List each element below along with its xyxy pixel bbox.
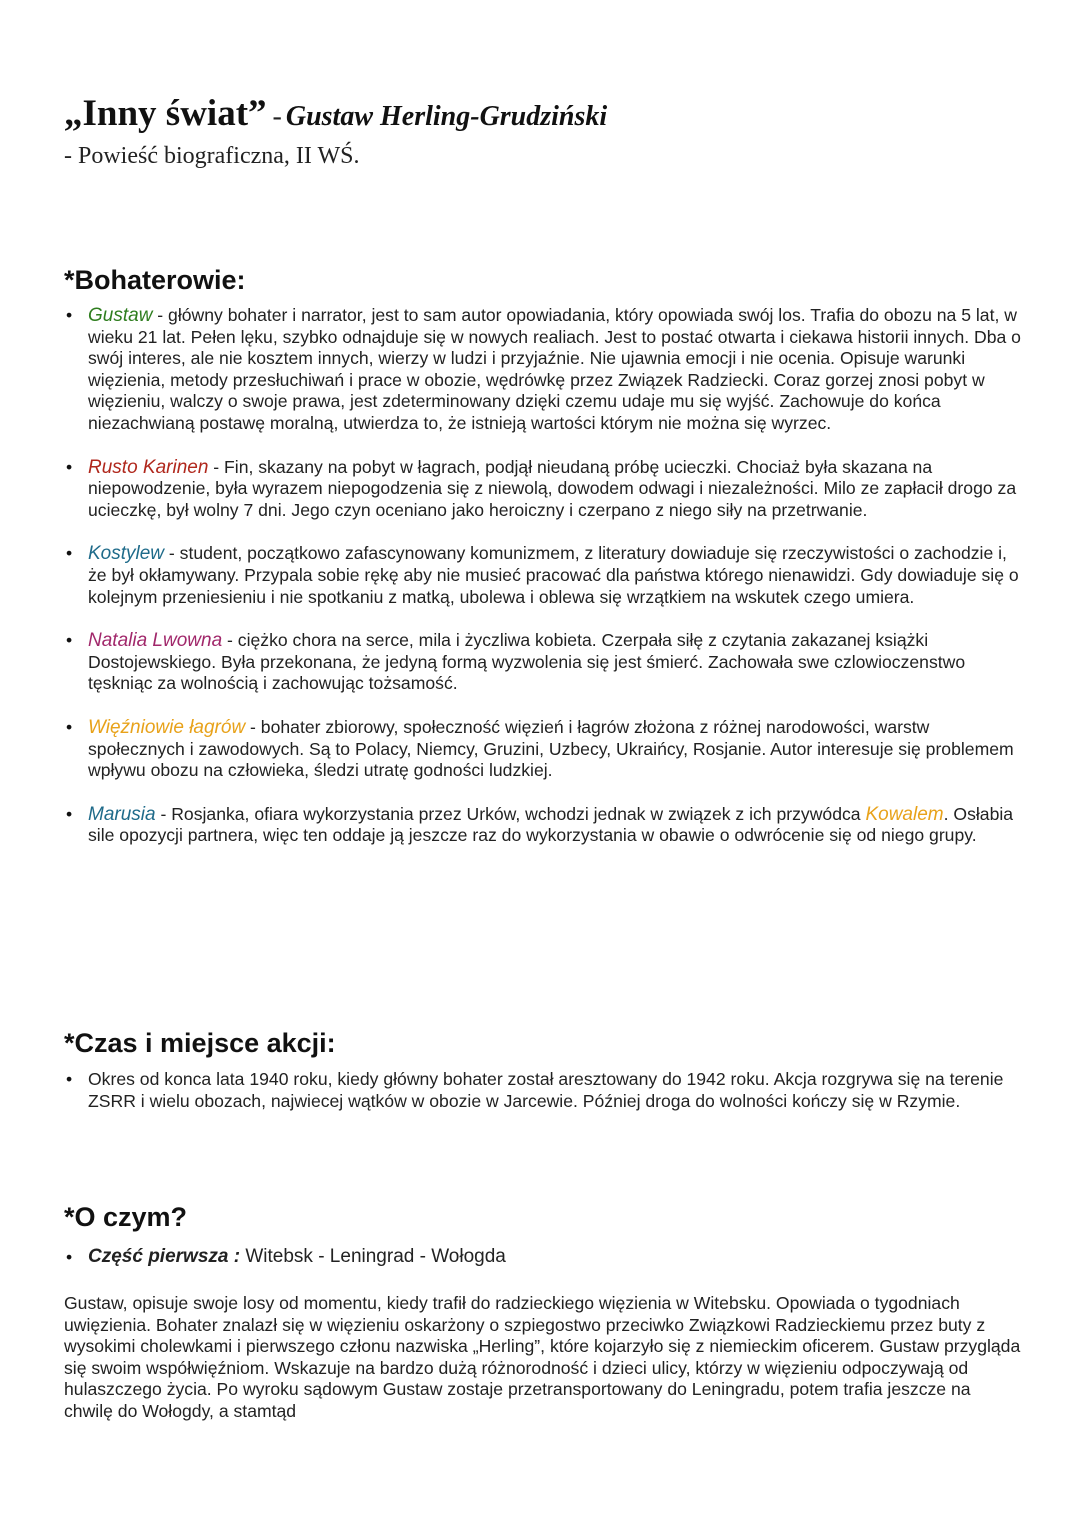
character-name: Gustaw [88,305,153,326]
document-title [64,92,1044,139]
characters-list [64,305,1024,847]
character-name: Natalia Lwowna [88,630,223,652]
bullet-icon: • [66,803,73,824]
character-description: - student, początkowo zafascynowany komunizmem, z literatury dowiaduje się rzeczywistości o zachodzie i, że był okłamywany. Przypala sobie rękę aby nie musieć pracować dla państwa którego nienawidzi. Gdy dowiaduje się o kolejnym przeniesieniu i nie spotkaniu z matką, ubolewa i oblewa się wrzątkiem na wskutek czego umiera. [88,543,1019,607]
time-place-list [64,1069,1024,1112]
time-place-text: Okres od konca lata 1940 roku, kiedy główny bohater został aresztowany do 1942 roku. Akcja rozgrywa się na terenie ZSRR i wielu obozach, najwiecej wątków w obozie w Jarcewie. Później droga do wolności kończy się w Rzymie. [88,1069,1004,1111]
author-name: Gustaw Herling-Grudziński [285,101,608,132]
bullet-icon: • [66,716,73,737]
part-one-paragraph: Gustaw, opisuje swoje losy od momentu, kiedy trafił do radzieckiego więzienia w Witebsku. Opowiada o tygodniach uwięzienia. Bohater znalazł się w więzieniu oskarżony o szpiegostwo przeciwko Związkowi Radzieckiemu przez buty z wysokimi cholewkami i pierwszego członu nazwiska „Herling”, które kojarzyło się z niemieckim oficerem. Gustaw przygląda się swoim współwięźniom. Wskazuje na bardzo dużą różnorodność i dzieci ulicy, którzy w więzieniu odpoczywają od hulaszczego życia. Po wyroku sądowym Gustaw zostaje przetransportowany do Leningradu, potem trafia jeszcze na chwilę do Wołogdy, a stamtąd [64,1293,1021,1421]
bullet-icon: • [66,543,73,564]
part-route: Witebsk - Leningrad - Wołogda [240,1246,506,1267]
bullet-icon: • [66,1247,73,1267]
title-block [64,92,1044,171]
list-item [64,457,1024,522]
title-separator: - [272,101,282,132]
bullet-icon: • [66,305,73,325]
character-name: Kostylew [88,543,165,565]
list-item [64,543,1024,608]
book-title: „Inny świat” [64,93,267,134]
character-name: Kowalem [865,803,944,825]
list-item [64,1245,1024,1269]
heading-o-czym: *O czym? [64,1202,188,1232]
character-description: - główny bohater i narrator, jest to sam autor opowiadania, który opowiada swój los. Trafia do obozu na 5 lat, w wieku 21 lat. Pełen lęku, szybko odnajduje się w nowych realiach. Jest to postać otwarta i ciekawa historii innych. Dba o swój interes, ale nie kosztem innych, wierzy w ludzi i przyjaźnie. Nie ujawnia emocji i nie ocenia. Opisuje warunki więzienia, metody przesłuchiwań i prace w obozie, wędrówkę przez Związek Radziecki. Coraz gorzej znosi pobyt w więzieniu, walczy o swoje prawa, jest zdeterminowany dzięki czemu udaje mu się wyjść. Zachowuje do końca niezachwianą postawę moralną, utwierdza to, że istnieją wartości którym nie można się wyrzec. [88,305,1021,433]
bullet-icon: • [66,630,73,651]
parts-list [64,1245,1024,1269]
character-description: . Osłabia sile opozycji partnera, więc ten oddaje ją jeszcze raz do wykorzystania w obawie o odwrócenie się od niego grupy. [88,803,1014,846]
list-item [64,804,1024,847]
character-name: Więźniowie łagrów [88,716,246,738]
character-description: - Fin, skazany na pobyt w łagrach, podjął nieudaną próbę ucieczki. Chociaż była skazana na niepowodzenie, była wyrazem niepogodzenia się z niewolą, dowodem odwagi i niezależności. Milo ze zapłacił drogo za ucieczkę, był wolny 7 dni. Jego czyn oceniano jako heroiczny i czerpano z niego siły na przetrwanie. [88,456,1017,520]
bullet-icon: • [66,1069,73,1089]
list-item [64,717,1024,782]
list-item [64,630,1024,695]
document-subtitle: - Powieść biograficzna, II WŚ. [64,143,360,169]
part-label: Część pierwsza : [88,1246,241,1267]
character-description: - bohater zbiorowy, społeczność więzień i łagrów złożona z różnej narodowości, warstw społecznych i zawodowych. Są to Polacy, Niemcy, Gruzini, Uzbecy, Ukraińcy, Rosjanie. Autor interesuje się problemem wpływu obozu na człowieka, śledzi utratę godności ludzkiej. [88,716,1014,781]
character-description: - ciężko chora na serce, mila i życzliwa kobieta. Czerpała siłę z czytania zakazanej książki Dostojewskiego. Była przekonana, że jedyną formą wyzwolenia się jest śmierć. Zachowała swe czlowioczenstwo tęskniąc za wolnością i zachowując tożsamość. [88,630,966,694]
character-name: Marusia [88,803,156,825]
list-item [64,1069,1024,1112]
list-item [64,305,1024,435]
bullet-icon: • [66,456,73,477]
character-description: - Rosjanka, ofiara wykorzystania przez Urków, wchodzi jednak w związek z ich przywódca [155,803,866,824]
heading-czas-i-miejsce: *Czas i miejsce akcji: [64,1028,336,1058]
heading-bohaterowie: *Bohaterowie: [64,265,246,295]
character-name: Rusto Karinen [88,456,209,478]
